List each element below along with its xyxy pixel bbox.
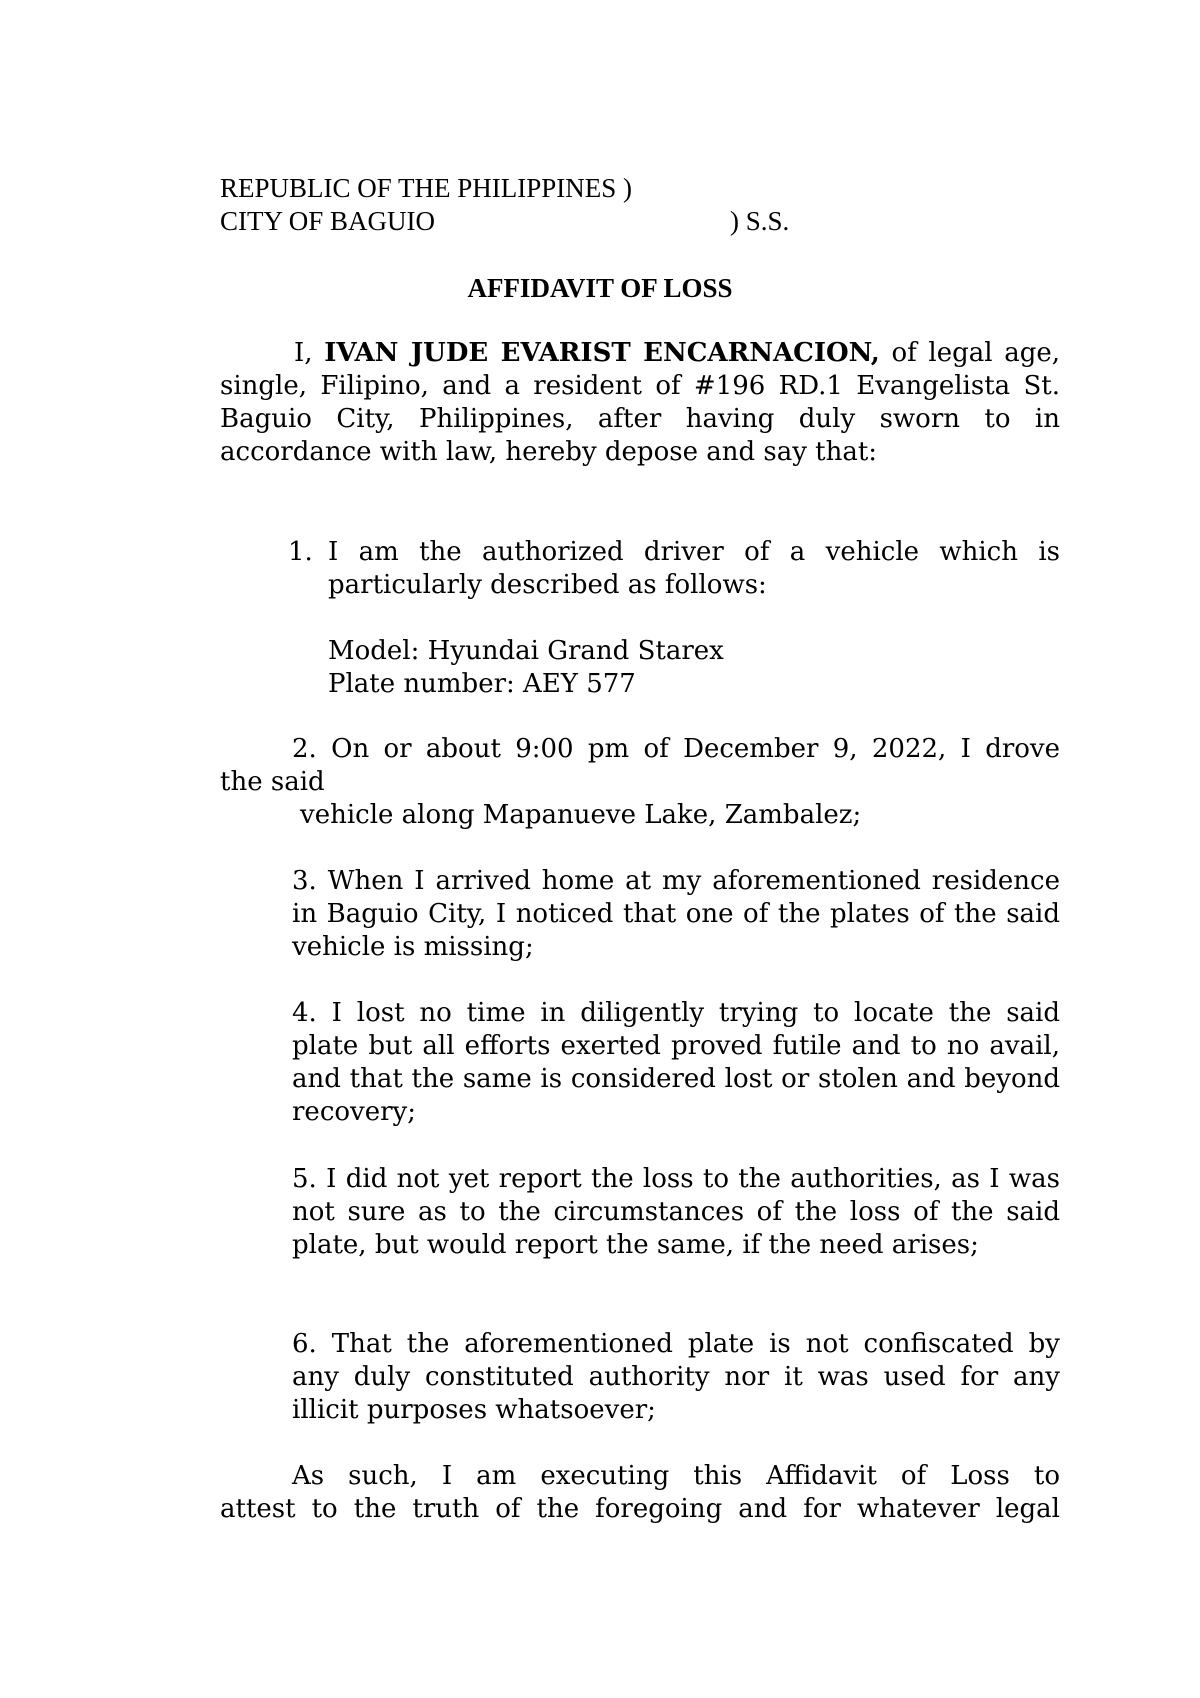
item-1-number: 1. <box>288 537 313 567</box>
document-title: AFFIDAVIT OF LOSS <box>467 273 733 303</box>
item-1-line-2: particularly described as follows: <box>328 570 767 600</box>
item-4: 4. I lost no time in diligently trying to locate the said plate but all efforts exerted proved futile and to no avail, and that the same is considered lost or stolen and beyond recovery; <box>292 998 1060 1127</box>
intro-body: of legal age, single, Filipino, and a resident of #196 RD.1 Evangelista St. Baguio City, Philippines, after having duly sworn to in accordance with law, hereby depose and say that: <box>220 338 1060 467</box>
intro-prefix: I, <box>294 338 325 368</box>
item-1-text <box>328 536 1060 602</box>
item-3: 3. When I arrived home at my aforementioned residence in Baguio City, I noticed that one of the plates of the said vehicle is missing; <box>292 866 1060 962</box>
item-1 <box>288 536 1060 602</box>
caption-city: CITY OF BAGUIO <box>220 206 435 236</box>
item-6: 6. That the aforementioned plate is not confiscated by any duly constituted authority nor it was used for any illicit purposes whatsoever; <box>292 1329 1060 1425</box>
closing-line-2: attest to the truth of the foregoing and for whatever legal <box>220 1494 1060 1524</box>
affiant-name: IVAN JUDE EVARIST ENCARNACION, <box>324 338 880 368</box>
caption-city-row <box>220 205 790 238</box>
caption-country: REPUBLIC OF THE PHILIPPINES ) <box>220 173 633 203</box>
item-2-line-3: vehicle along Mapanueve Lake, Zambalez; <box>300 800 862 830</box>
vehicle-details <box>328 635 724 701</box>
item-2-line-2: the said <box>220 767 325 797</box>
vehicle-model: Model: Hyundai Grand Starex <box>328 636 724 666</box>
item-5: 5. I did not yet report the loss to the authorities, as I was not sure as to the circumstances of the loss of the said plate, but would report the same, if the need arises; <box>292 1164 1060 1260</box>
vehicle-plate: Plate number: AEY 577 <box>328 669 636 699</box>
item-2 <box>220 733 1060 832</box>
closing-paragraph <box>220 1460 1060 1526</box>
caption-ss: ) S.S. <box>730 206 790 236</box>
intro-paragraph <box>220 337 1060 469</box>
item-2-line-1: 2. On or about 9:00 pm of December 9, 2022, I drove <box>292 734 1060 764</box>
closing-line-1: As such, I am executing this Affidavit of Loss to <box>292 1461 1060 1491</box>
item-1-line-1: I am the authorized driver of a vehicle which is <box>328 537 1060 567</box>
